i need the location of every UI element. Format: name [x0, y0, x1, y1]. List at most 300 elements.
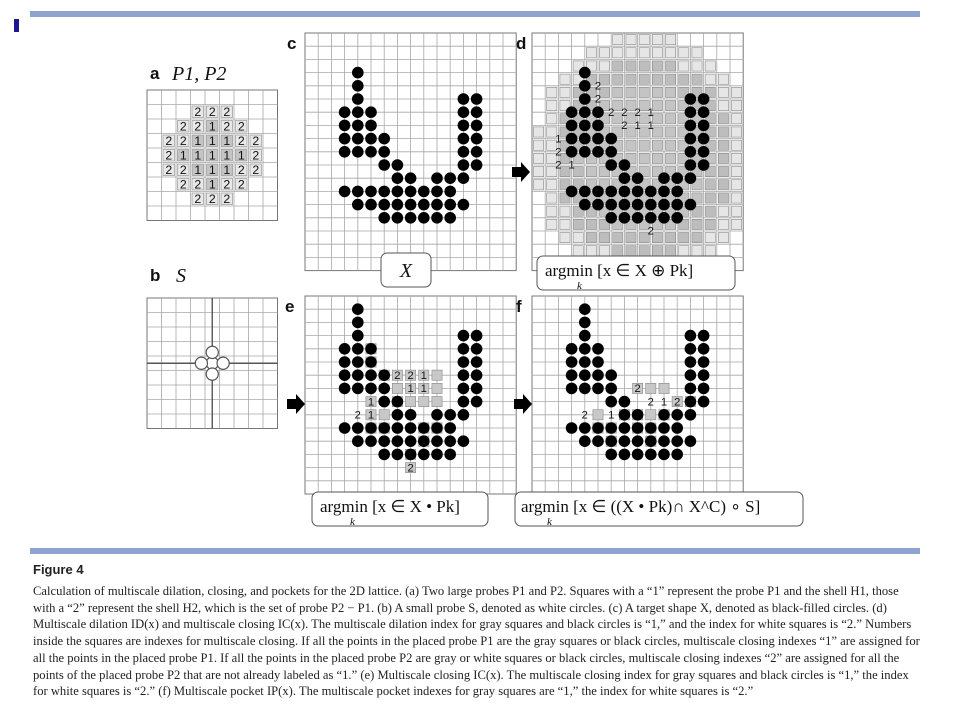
index-number: 1 [194, 133, 202, 148]
shape-point [592, 120, 604, 132]
index-number: 1 [660, 396, 668, 409]
shape-point [632, 212, 644, 224]
lattice-square [666, 114, 676, 124]
shape-point [458, 383, 470, 395]
shape-point [378, 133, 390, 145]
panel-e-closing [305, 296, 516, 494]
shape-point [365, 369, 377, 381]
shape-point [645, 422, 657, 434]
index-number: 2 [223, 119, 231, 134]
panel-a-probes [147, 90, 278, 221]
index-number: 1 [179, 148, 187, 163]
shape-point [339, 186, 351, 198]
lattice-square [626, 87, 636, 97]
shape-point [378, 159, 390, 171]
lattice-square [639, 35, 649, 45]
lattice-square [705, 74, 715, 84]
shape-point [685, 120, 697, 132]
index-number: 2 [165, 162, 173, 177]
index-number: 1 [647, 106, 654, 119]
shape-point [378, 146, 390, 158]
shape-point [698, 369, 710, 381]
shape-point [352, 199, 364, 211]
shape-point [685, 330, 697, 342]
lattice-square [560, 206, 570, 216]
lattice-square [626, 48, 636, 58]
shape-point [352, 120, 364, 132]
shape-point [352, 106, 364, 118]
shape-point [671, 409, 683, 421]
index-number: 2 [208, 104, 216, 119]
lattice-square [613, 74, 623, 84]
index-number: 2 [555, 159, 562, 172]
index-number: 1 [194, 148, 202, 163]
lattice-square [639, 246, 649, 256]
shape-point [471, 356, 483, 368]
shape-point [458, 172, 470, 184]
index-number: 2 [608, 106, 615, 119]
shape-point [698, 330, 710, 342]
index-number: 2 [407, 369, 414, 382]
shape-point [632, 449, 644, 461]
lattice-square [639, 48, 649, 58]
index-number: 1 [647, 120, 654, 133]
index-number: 1 [634, 120, 641, 133]
probe-s-circle [217, 357, 229, 369]
lattice-square [679, 74, 689, 84]
lattice-square [560, 219, 570, 229]
lattice-square [646, 383, 656, 393]
shape-point [378, 449, 390, 461]
shape-point [444, 186, 456, 198]
shape-point [418, 435, 430, 447]
step-arrow-icon [514, 394, 532, 414]
lattice-square [679, 48, 689, 58]
lattice-square [718, 127, 728, 137]
index-number: 1 [407, 383, 414, 396]
lattice-square [666, 246, 676, 256]
shape-point [471, 106, 483, 118]
shape-point [365, 106, 377, 118]
shape-point [471, 330, 483, 342]
shape-point [605, 186, 617, 198]
shape-point [431, 435, 443, 447]
lattice-square [626, 246, 636, 256]
index-number: 1 [568, 159, 575, 172]
shape-point [444, 449, 456, 461]
lattice-square [732, 101, 742, 111]
index-number: 2 [237, 133, 245, 148]
shape-point [458, 120, 470, 132]
shape-point [405, 212, 417, 224]
shape-point [405, 449, 417, 461]
index-number: 1 [367, 396, 375, 409]
shape-point [431, 422, 443, 434]
shape-point [392, 396, 404, 408]
shape-point [619, 159, 631, 171]
shape-point [645, 186, 657, 198]
shape-point [458, 106, 470, 118]
shape-point [592, 146, 604, 158]
index-number: 2 [237, 119, 245, 134]
shape-point [579, 146, 591, 158]
index-number: 2 [394, 369, 401, 382]
shape-point [671, 212, 683, 224]
shape-point [352, 186, 364, 198]
index-number: 2 [594, 80, 602, 93]
panel-c-target-shape [305, 33, 516, 271]
shape-point [392, 435, 404, 447]
lattice-square [534, 127, 544, 137]
shape-point [458, 159, 470, 171]
lattice-square [732, 127, 742, 137]
shape-point [619, 396, 631, 408]
panel-b-label: S [176, 265, 186, 287]
lattice-square [705, 246, 715, 256]
shape-point [605, 369, 617, 381]
index-number: 1 [223, 148, 231, 163]
lattice-square [639, 74, 649, 84]
shape-point [685, 106, 697, 118]
shape-point [392, 449, 404, 461]
shape-point [392, 422, 404, 434]
lattice-square [692, 74, 702, 84]
shape-point [405, 199, 417, 211]
shape-point [365, 383, 377, 395]
shape-point [471, 120, 483, 132]
index-number: 2 [647, 225, 654, 238]
index-number: 2 [621, 106, 628, 119]
lattice-square [666, 101, 676, 111]
lattice-square [718, 193, 728, 203]
index-number: 2 [252, 148, 260, 163]
shape-point [444, 435, 456, 447]
index-number: 2 [194, 104, 202, 119]
shape-point [339, 343, 351, 355]
shape-point [418, 199, 430, 211]
shape-point [698, 396, 710, 408]
index-number: 2 [179, 133, 187, 148]
shape-point [458, 330, 470, 342]
shape-point [592, 422, 604, 434]
index-number: 1 [420, 383, 427, 396]
shape-point [458, 369, 470, 381]
lattice-square [666, 61, 676, 71]
lattice-square [666, 48, 676, 58]
shape-point [645, 212, 657, 224]
shape-point [458, 133, 470, 145]
lattice-square [718, 114, 728, 124]
lattice-square [732, 114, 742, 124]
index-number: 1 [208, 133, 216, 148]
index-number: 2 [179, 162, 187, 177]
shape-point [579, 133, 591, 145]
panel-a-label: P1, P2 [172, 63, 227, 85]
shape-point [431, 172, 443, 184]
shape-point [352, 435, 364, 447]
lattice-square [732, 167, 742, 177]
index-number: 2 [594, 93, 602, 106]
index-number: 2 [194, 119, 202, 134]
index-number: 2 [674, 396, 681, 409]
shape-point [685, 172, 697, 184]
lattice-square [705, 180, 715, 190]
shape-point [685, 343, 697, 355]
shape-point [685, 356, 697, 368]
panel-e-subscript: k [350, 516, 355, 528]
shape-point [392, 159, 404, 171]
index-number: 2 [252, 133, 260, 148]
shape-point [658, 449, 670, 461]
lattice-square [718, 153, 728, 163]
index-number: 1 [208, 119, 216, 134]
shape-point [605, 435, 617, 447]
shape-point [418, 422, 430, 434]
lattice-square [652, 140, 662, 150]
index-number: 1 [608, 409, 615, 422]
shape-point [378, 422, 390, 434]
shape-point [619, 186, 631, 198]
shape-point [352, 422, 364, 434]
shape-point [605, 212, 617, 224]
shape-point [392, 212, 404, 224]
shape-point [658, 435, 670, 447]
lattice-square [626, 140, 636, 150]
shape-point [579, 317, 591, 329]
shape-point [405, 186, 417, 198]
index-number: 1 [208, 177, 216, 192]
lattice-square [718, 140, 728, 150]
shape-point [685, 146, 697, 158]
panel-e-formula: argmin [x ∈ X • Pk] [320, 497, 460, 516]
shape-point [352, 67, 364, 79]
shape-point [566, 120, 578, 132]
lattice-square [547, 101, 557, 111]
shape-point [658, 409, 670, 421]
shape-point [685, 93, 697, 105]
shape-point [378, 212, 390, 224]
shape-point [392, 199, 404, 211]
shape-point [605, 199, 617, 211]
shape-point [632, 435, 644, 447]
shape-point [352, 356, 364, 368]
lattice-square [547, 114, 557, 124]
shape-point [592, 383, 604, 395]
index-number: 2 [581, 409, 588, 422]
panel-b-letter: b [150, 266, 161, 285]
lattice-square [626, 74, 636, 84]
index-number: 2 [407, 462, 414, 475]
lattice-square [639, 61, 649, 71]
lattice-square [613, 48, 623, 58]
lattice-square [613, 233, 623, 243]
index-number: 1 [223, 133, 231, 148]
index-number: 2 [237, 162, 245, 177]
shape-point [392, 172, 404, 184]
shape-point [378, 396, 390, 408]
shape-point [566, 422, 578, 434]
shape-point [405, 435, 417, 447]
shape-point [378, 435, 390, 447]
shape-point [579, 369, 591, 381]
lattice-square [666, 87, 676, 97]
panel-d-subscript: k [577, 280, 582, 292]
shape-point [471, 133, 483, 145]
lattice-square [586, 246, 596, 256]
index-number: 1 [208, 148, 216, 163]
shape-point [352, 146, 364, 158]
lattice-square [600, 48, 610, 58]
shape-point [685, 133, 697, 145]
lattice-square [626, 35, 636, 45]
lattice-square [718, 219, 728, 229]
lattice-square [666, 74, 676, 84]
lattice-square [600, 233, 610, 243]
lattice-square [600, 246, 610, 256]
caption-rule [30, 548, 920, 554]
lattice-square [639, 140, 649, 150]
lattice-square [718, 167, 728, 177]
shape-point [458, 356, 470, 368]
shape-point [685, 159, 697, 171]
index-number: 2 [223, 104, 231, 119]
probe-s-circle [206, 368, 218, 380]
shape-point [352, 80, 364, 92]
lattice-square [666, 127, 676, 137]
shape-point [685, 369, 697, 381]
panel-e-letter: e [285, 297, 295, 316]
lattice-square [705, 61, 715, 71]
shape-point [619, 409, 631, 421]
shape-point [579, 67, 591, 79]
shape-point [698, 356, 710, 368]
lattice-square [679, 246, 689, 256]
index-number: 2 [179, 119, 187, 134]
lattice-square [586, 233, 596, 243]
shape-point [632, 186, 644, 198]
shape-point [698, 120, 710, 132]
index-number: 2 [194, 191, 202, 206]
lattice-square [718, 74, 728, 84]
shape-point [579, 343, 591, 355]
lattice-square [705, 193, 715, 203]
shape-point [458, 435, 470, 447]
shape-point [471, 146, 483, 158]
index-number: 1 [208, 162, 216, 177]
shape-point [352, 317, 364, 329]
lattice-square [593, 410, 603, 420]
shape-point [444, 172, 456, 184]
shape-point [685, 383, 697, 395]
lattice-square [392, 383, 402, 393]
shape-point [605, 146, 617, 158]
index-number: 2 [194, 177, 202, 192]
shape-point [352, 133, 364, 145]
shape-point [339, 422, 351, 434]
lattice-square [560, 87, 570, 97]
lattice-square [652, 61, 662, 71]
shape-point [632, 172, 644, 184]
shape-point [592, 199, 604, 211]
shape-point [632, 199, 644, 211]
shape-point [698, 133, 710, 145]
shape-point [645, 435, 657, 447]
shape-point [592, 106, 604, 118]
lattice-square [692, 233, 702, 243]
shape-point [444, 199, 456, 211]
lattice-square [534, 140, 544, 150]
shape-point [698, 106, 710, 118]
shape-point [392, 409, 404, 421]
lattice-square [419, 397, 429, 407]
probe-s-circle [206, 346, 218, 358]
lattice-square [547, 219, 557, 229]
shape-point [619, 212, 631, 224]
lattice-square [652, 153, 662, 163]
shape-point [458, 93, 470, 105]
shape-point [619, 172, 631, 184]
panel-d-dilation [532, 33, 743, 271]
lattice-square [718, 101, 728, 111]
shape-point [632, 409, 644, 421]
shape-point [619, 435, 631, 447]
lattice-square [613, 87, 623, 97]
shape-point [658, 186, 670, 198]
lattice-square [432, 383, 442, 393]
shape-point [352, 369, 364, 381]
lattice-square [718, 233, 728, 243]
lattice-square [732, 206, 742, 216]
index-number: 2 [179, 177, 187, 192]
shape-point [566, 106, 578, 118]
shape-point [579, 303, 591, 315]
shape-point [392, 186, 404, 198]
shape-point [365, 199, 377, 211]
shape-point [444, 212, 456, 224]
panel-d-formula: argmin [x ∈ X ⊕ Pk] [545, 261, 694, 280]
shape-point [352, 330, 364, 342]
shape-point [458, 199, 470, 211]
shape-point [365, 133, 377, 145]
shape-point [579, 435, 591, 447]
lattice-square [432, 397, 442, 407]
lattice-square [613, 246, 623, 256]
shape-point [365, 120, 377, 132]
lattice-square [547, 193, 557, 203]
shape-point [579, 422, 591, 434]
lattice-square [613, 35, 623, 45]
lattice-square [718, 180, 728, 190]
shape-point [579, 106, 591, 118]
shape-point [566, 369, 578, 381]
index-number: 2 [634, 106, 641, 119]
lattice-square [679, 61, 689, 71]
shape-point [471, 396, 483, 408]
lattice-square [732, 180, 742, 190]
index-number: 1 [237, 148, 245, 163]
shape-point [579, 330, 591, 342]
shape-point [431, 212, 443, 224]
shape-point [566, 383, 578, 395]
shape-point [339, 133, 351, 145]
shape-point [592, 435, 604, 447]
shape-point [605, 396, 617, 408]
lattice-square [573, 246, 583, 256]
shape-point [671, 199, 683, 211]
shape-point [592, 369, 604, 381]
shape-point [592, 343, 604, 355]
shape-point [671, 186, 683, 198]
